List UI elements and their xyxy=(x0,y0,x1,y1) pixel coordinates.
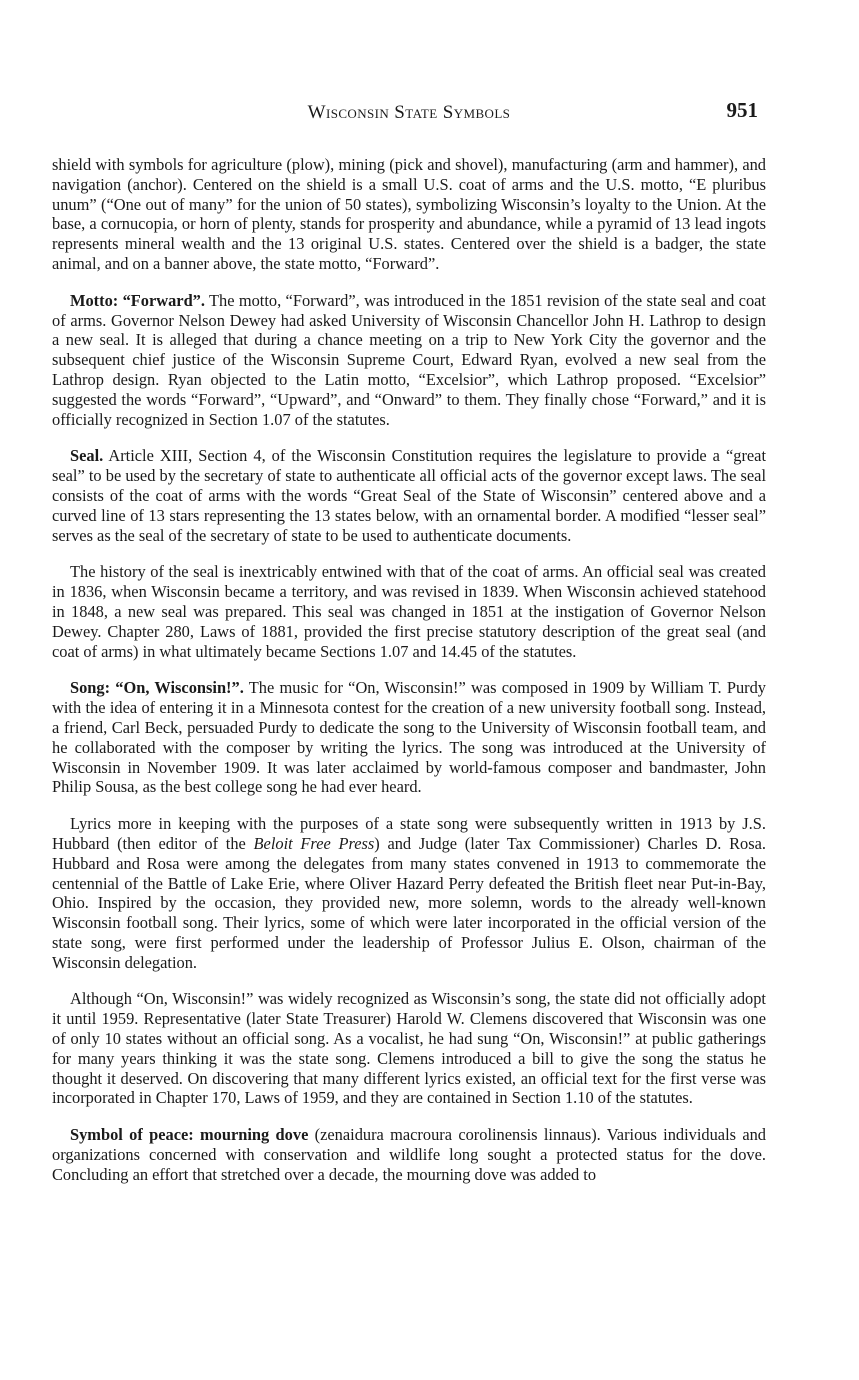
seal-heading: Seal. xyxy=(70,446,104,466)
lyrics-text-start: Lyrics more in keeping with the purposes of a state song were subsequently written in 1913 by J.S. Hubbard (then editor of the xyxy=(52,814,766,853)
paragraph-seal xyxy=(52,446,766,545)
peace-heading: Symbol of peace: mourning dove xyxy=(70,1125,309,1145)
paragraph-song xyxy=(52,678,766,797)
running-header xyxy=(52,94,766,128)
body-text xyxy=(52,155,766,1185)
newspaper-title: Beloit Free Press xyxy=(253,833,375,853)
song-heading: Song: “On, Wisconsin!”. xyxy=(70,678,244,698)
paragraph-seal-history: The history of the seal is inextricably entwined with that of the coat of arms. An official seal was created in 1836, when Wisconsin became a territory, and was revised in 1839. When Wisconsin achieved statehood in 1848, a new seal was prepared. This seal was changed in 1851 at the instigation of Governor Nelson Dewey. Chapter 280, Laws of 1881, provided the first precise statutory description of the great seal (and coat of arms) in what ultimately became Sections 1.07 and 14.45 of the statutes. xyxy=(52,562,766,661)
seal-text: Article XIII, Section 4, of the Wisconsin Constitution requires the legislature to provide a “great seal” to be used by the secretary of state to authenticate all official acts of the governor except laws. The seal consists of the coat of arms with the words “Great Seal of the State of Wisconsin” centered above and a curved line of 13 stars representing the 13 states below, with an ornamental border. A modified “lesser seal” serves as the seal of the secretary of state to be used to authenticate documents. xyxy=(52,446,766,545)
paragraph-shield: shield with symbols for agriculture (plow), mining (pick and shovel), manufacturing (arm and hammer), and navigation (anchor). Centered on the shield is a small U.S. coat of arms and the U.S. motto, “E pluribus unum” (“One out of many” for the union of 50 states), symbolizing Wisconsin’s loyalty to the Union. At the base, a cornucopia, or horn of plenty, stands for prosperity and abundance, while a pyramid of 13 lead ingots represents mineral wealth and the 13 original U.S. states. Centered over the shield is a badger, the state animal, and on a banner above, the state motto, “Forward”. xyxy=(52,155,766,273)
paragraph-adoption: Although “On, Wisconsin!” was widely recognized as Wisconsin’s song, the state did not officially adopt it until 1959. Representative (later State Treasurer) Harold W. Clemens discovered that Wisconsin was one of only 10 states without an official song. As a vocalist, he had sung “On, Wisconsin!” at public gatherings for many years thinking it was the state song. Clemens introduced a bill to give the song the status he thought it deserved. On discovering that many different lyrics existed, an official text for the first verse was incorporated in Chapter 170, Laws of 1959, and they are contained in Section 1.10 of the statutes. xyxy=(52,989,766,1108)
motto-heading: Motto: “Forward”. xyxy=(70,290,205,310)
page-title: Wisconsin State Symbols xyxy=(307,102,511,123)
page-number: 951 xyxy=(726,98,758,122)
paragraph-lyrics xyxy=(52,814,766,972)
song-text: The music for “On, Wisconsin!” was composed in 1909 by William T. Purdy with the idea of entering it in a Minnesota contest for the creation of a new university football song. Instead, a friend, Carl Beck, persuaded Purdy to dedicate the song to the University of Wisconsin football team, and he collaborated with the composer by writing the lyrics. The song was introduced at the University of Wisconsin in November 1909. It was later acclaimed by world-famous composer and bandmaster, John Philip Sousa, as the best college song he had ever heard. xyxy=(52,678,766,797)
document-page xyxy=(52,94,766,1202)
lyrics-text-end: ) and Judge (later Tax Commissioner) Charles D. Rosa. Hubbard and Rosa were among the delegates from many states convened in 1913 to commemorate the centennial of the Battle of Lake Erie, where Oliver Hazard Perry defeated the British fleet near Put-in-Bay, Ohio. Inspired by the occasion, they provided new, more solemn, words to the already well-known Wisconsin football song. Their lyrics, some of which were later incorporated in the official version of the state song, were first performed under the leadership of Professor Julius E. Olson, chairman of the Wisconsin delegation. xyxy=(52,833,766,972)
peace-text: (zenaidura macroura corolinensis linnaus). Various individuals and organizations concerned with conservation and wildlife long sought a protected status for the dove. Concluding an effort that stretched over a decade, the mourning dove was added to xyxy=(52,1125,766,1184)
motto-text: The motto, “Forward”, was introduced in the 1851 revision of the state seal and coat of arms. Governor Nelson Dewey had asked University of Wisconsin Chancellor John H. Lathrop to design a new seal. It is alleged that during a chance meeting on a trip to New York City the governor and the subsequent chief justice of the Wisconsin Supreme Court, Edward Ryan, evolved a new seal from the Lathrop design. Ryan objected to the Latin motto, “Excelsior”, which Lathrop proposed. “Excelsior” suggested the words “Forward”, “Upward”, and “Onward” to them. They finally chose “Forward,” and it is officially recognized in Section 1.07 of the statutes. xyxy=(52,290,766,429)
paragraph-peace-symbol xyxy=(52,1125,766,1184)
paragraph-motto xyxy=(52,291,766,430)
